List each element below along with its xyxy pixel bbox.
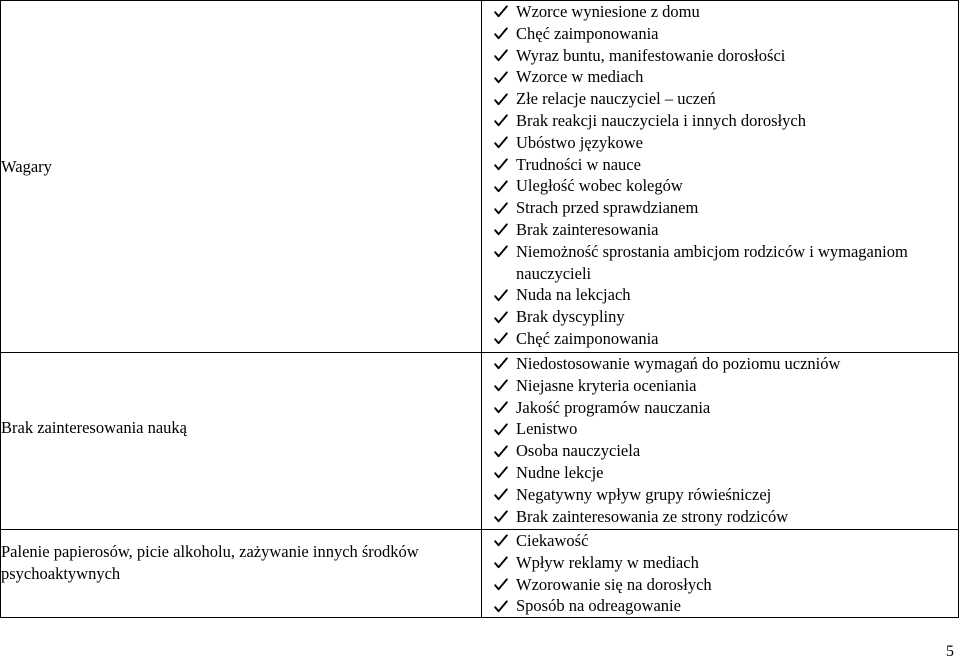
check-icon xyxy=(494,530,510,552)
list-item-text: Wyraz buntu, manifestowanie dorosłości xyxy=(516,45,786,65)
check-icon xyxy=(494,506,510,528)
list-item-text: Strach przed sprawdzianem xyxy=(516,198,699,218)
check-icon xyxy=(494,175,510,197)
list-item xyxy=(482,154,958,176)
check-icon xyxy=(494,484,510,506)
list-item xyxy=(482,418,958,440)
check-icon xyxy=(494,241,510,263)
list-item-text: Ubóstwo językowe xyxy=(516,132,643,152)
list-item-text: Niedostosowanie wymagań do poziomu uczniów xyxy=(516,354,841,373)
list-item-text: Niemożność sprostania ambicjom rodziców i wymaganiom nauczycieli xyxy=(516,241,908,283)
list-item xyxy=(482,506,958,528)
list-item-text: Nudne lekcje xyxy=(516,462,604,482)
causes-cell xyxy=(482,353,959,530)
list-item xyxy=(482,219,958,241)
check-icon xyxy=(494,197,510,219)
row-label: Brak zainteresowania nauką xyxy=(1,418,187,437)
list-item-text: Wzorce w mediach xyxy=(516,67,644,87)
check-icon xyxy=(494,440,510,462)
table-row xyxy=(1,353,959,530)
list-item xyxy=(482,66,958,88)
check-icon xyxy=(494,418,510,440)
list-item xyxy=(482,132,958,154)
list-item xyxy=(482,397,958,419)
check-icon xyxy=(494,110,510,132)
check-icon xyxy=(494,66,510,88)
check-icon xyxy=(494,88,510,110)
check-icon xyxy=(494,462,510,484)
list-item-text: Lenistwo xyxy=(516,419,578,439)
list-item-text: Trudności w nauce xyxy=(516,154,641,174)
check-icon xyxy=(494,132,510,154)
list-item-text: Chęć zaimponowania xyxy=(516,23,659,43)
check-icon xyxy=(494,1,510,23)
list-item xyxy=(482,284,958,306)
check-icon xyxy=(494,284,510,306)
table-row xyxy=(1,1,959,353)
list-item-text: Nuda na lekcjach xyxy=(516,285,631,305)
table-row xyxy=(1,530,959,618)
list-item xyxy=(482,23,958,45)
row-label: Palenie papierosów, picie alkoholu, zażywanie innych środków psychoaktywnych xyxy=(1,542,419,583)
list-item-text: Jakość programów nauczania xyxy=(516,397,711,417)
check-icon xyxy=(494,353,510,375)
row-label-cell xyxy=(1,353,482,530)
list-item-text: Chęć zaimponowania xyxy=(516,328,659,348)
check-icon xyxy=(494,595,510,617)
list-item-text: Brak zainteresowania ze strony rodziców xyxy=(516,506,789,526)
list-item xyxy=(482,306,958,328)
check-icon xyxy=(494,328,510,350)
row-label-cell xyxy=(1,1,482,353)
causes-list xyxy=(482,353,958,527)
list-item xyxy=(482,88,958,110)
list-item-text: Ciekawość xyxy=(516,531,589,550)
list-item xyxy=(482,353,958,375)
list-item-text: Sposób na odreagowanie xyxy=(516,596,681,616)
causes-list xyxy=(482,530,958,617)
list-item-text: Wpływ reklamy w mediach xyxy=(516,552,699,572)
list-item-text: Wzorce wyniesione z domu xyxy=(516,2,700,21)
list-item-text: Złe relacje nauczyciel – uczeń xyxy=(516,89,716,109)
list-item-text: Brak dyscypliny xyxy=(516,307,625,327)
list-item-text: Brak zainteresowania xyxy=(516,219,659,239)
row-label: Wagary xyxy=(1,157,52,176)
list-item xyxy=(482,175,958,197)
check-icon xyxy=(494,45,510,67)
check-icon xyxy=(494,552,510,574)
list-item-text: Negatywny wpływ grupy rówieśniczej xyxy=(516,484,772,504)
check-icon xyxy=(494,306,510,328)
list-item-text: Wzorowanie się na dorosłych xyxy=(516,574,712,594)
list-item xyxy=(482,552,958,574)
list-item-text: Brak reakcji nauczyciela i innych dorosłych xyxy=(516,110,807,130)
check-icon xyxy=(494,219,510,241)
causes-cell xyxy=(482,1,959,353)
list-item-text: Uległość wobec kolegów xyxy=(516,176,683,196)
list-item xyxy=(482,45,958,67)
list-item xyxy=(482,440,958,462)
list-item xyxy=(482,595,958,617)
list-item xyxy=(482,241,958,285)
list-item xyxy=(482,1,958,23)
list-item xyxy=(482,530,958,552)
page-number: 5 xyxy=(946,643,954,660)
list-item xyxy=(482,484,958,506)
row-label-cell xyxy=(1,530,482,618)
causes-list xyxy=(482,1,958,350)
list-item xyxy=(482,375,958,397)
check-icon xyxy=(494,574,510,596)
list-item-text: Osoba nauczyciela xyxy=(516,441,641,461)
list-item xyxy=(482,110,958,132)
list-item xyxy=(482,197,958,219)
check-icon xyxy=(494,375,510,397)
list-item xyxy=(482,328,958,350)
list-item xyxy=(482,462,958,484)
check-icon xyxy=(494,154,510,176)
causes-cell xyxy=(482,530,959,618)
check-icon xyxy=(494,397,510,419)
list-item xyxy=(482,574,958,596)
check-icon xyxy=(494,23,510,45)
table-body xyxy=(1,1,959,618)
list-item-text: Niejasne kryteria oceniania xyxy=(516,375,697,395)
